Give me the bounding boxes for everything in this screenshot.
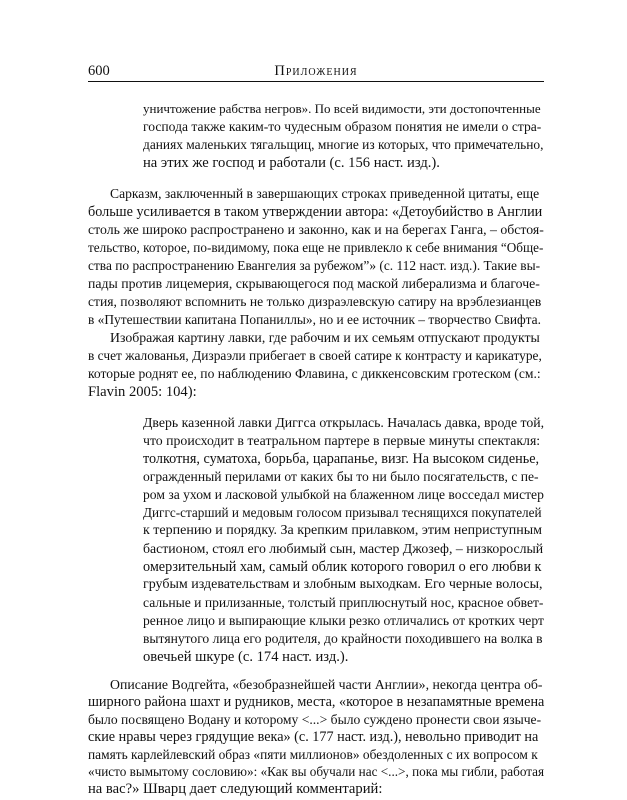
header-rule xyxy=(88,81,544,82)
text-line: даниях маленьких тягальщиц, многие из которых, что примечательно, xyxy=(143,137,544,152)
text-line: огражденный перилами от каких бы то ни было посягательств, с пе- xyxy=(143,469,539,484)
text-line: было посвящено Водану и которому <...> было суждено пронести свои языче- xyxy=(88,711,542,727)
text-line: Диггс-старший и медовым голосом призывал теснящихся покупателей xyxy=(143,505,542,520)
text-line: Сарказм, заключенный в завершающих строках приведенной цитаты, еще xyxy=(110,186,540,201)
text-line: Описание Водгейта, «безобразнейшей части Англии», некогда центра об- xyxy=(110,677,543,692)
text-line: ром за ухом и ласковой улыбкой на блаженном лице восседал мистер xyxy=(143,487,544,502)
text-line: бастионом, стоял его любимый сын, мастер Джозеф, – низкорослый xyxy=(143,541,544,556)
text-line: «чисто вымытому сословию»: «Как вы обучали нас <...>, пока мы гибли, работая xyxy=(88,764,545,779)
text-line: уничтожение рабства негров». По всей видимости, эти достопочтенные xyxy=(143,101,541,116)
text-line: которые роднят ее, по наблюдению Флавина, с диккенсовским гротеском (см.: xyxy=(88,366,541,381)
page-number: 600 xyxy=(88,63,110,79)
text-line: грубым издевательствам и злобным выходкам. Его черные волосы, xyxy=(143,577,543,592)
text-line: ширного района шахт и рудников, места, «которое в незапамятные времена xyxy=(88,694,545,711)
text-line: ства по распространению Евангелия за рубежом”» (с. 112 наст. изд.). Такие вы- xyxy=(88,258,541,273)
text-line: на вас?» Шварц дает следующий комментарий: xyxy=(88,781,383,798)
text-line: в счет жалованья, Дизраэли прибегает в своей сатире к контрасту и карикатуре, xyxy=(88,348,542,363)
text-line: сальные и прилизанные, толстый приплюснутый нос, красное обвет- xyxy=(143,595,544,610)
text-line: толкотня, суматоха, борьба, царапанье, визг. На высоком сиденье, xyxy=(143,451,540,467)
text-line: Дверь казенной лавки Диггса открылась. Началась давка, вроде той, xyxy=(143,415,545,430)
text-line: тельство, которое, по-видимому, пока еще не привлекло к себе внимания “Обще- xyxy=(88,240,544,255)
text-line: Flavin 2005: 104): xyxy=(88,384,197,400)
text-line: овечьей шкуре (с. 174 наст. изд.). xyxy=(143,649,349,665)
text-line: господа также каким-то чудесным образом понятия не имели о стра- xyxy=(143,119,542,134)
text-line: омерзительный хам, самый облик которого говорил о его любви к xyxy=(143,559,542,575)
text-line: столь же широко распространено и законно, как и на берегах Ганга, – обстоя- xyxy=(88,222,544,237)
text-line: ские нравы через грядущие века» (с. 177 наст. изд.), невольно приводит на xyxy=(88,729,539,746)
text-line: что происходит в театральном партере в первые минуты спектакля: xyxy=(143,433,541,448)
page-header xyxy=(88,63,544,81)
text-line: Изображая картину лавки, где рабочим и их семьям отпускают продукты xyxy=(110,330,540,345)
text-line: память карлейлевский образ «пяти миллионов» обездоленных с их вопросом к xyxy=(88,746,538,762)
text-line: пады против лицемерия, скрывающегося под маской либерализма и благоче- xyxy=(88,276,540,291)
running-title: Приложения xyxy=(274,63,358,79)
text-line: вытянутого лица его родителя, до крайности походившего на волка в xyxy=(143,631,543,646)
text-line: в «Путешествии капитана Попаниллы», но и ее источник – творчество Свифта. xyxy=(88,312,541,327)
text-line: к терпению и порядку. За крепким прилавком, этим неприступным xyxy=(143,523,542,538)
text-line: стия, позволяют вспомнить не только дизраэлевскую сатиру на врэблезианцев xyxy=(88,294,542,309)
text-line: ренное лицо и выпирающие клыки резко отличались от кротких черт xyxy=(143,613,544,628)
text-line: больше усиливается в таком утверждении автора: «Детоубийство в Англии xyxy=(88,204,543,220)
text-line: на этих же господ и работали (с. 156 наст. изд.). xyxy=(143,155,440,171)
